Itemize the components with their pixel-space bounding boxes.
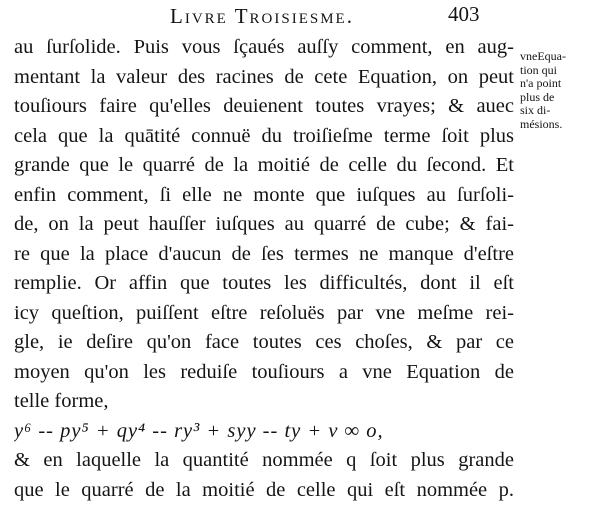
- body-line: moyen qu'on les reduiſe touſiours a vne Equation de: [14, 358, 514, 388]
- margin-note-line: six di-: [520, 104, 598, 118]
- body-line: telle forme,: [14, 387, 514, 417]
- body-line: & en laquelle la quantité nommée q ſoit plus grande: [14, 446, 514, 476]
- margin-note-line: tion qui: [520, 64, 598, 78]
- body-line: gle, ie deſire qu'on face toutes ces choſes, & par ce: [14, 328, 514, 358]
- margin-note: [520, 50, 598, 131]
- page-number: 403: [448, 2, 480, 27]
- margin-note-line: mésions.: [520, 118, 598, 132]
- running-head: Livre Troisiesme.: [170, 4, 354, 29]
- body-text: [14, 33, 514, 505]
- margin-note-line: vneEqua-: [520, 50, 598, 64]
- body-line: cela que la quātité connuë du troiſieſme terme ſoit plus: [14, 122, 514, 152]
- body-line: mentant la valeur des racines de cete Equation, on peut: [14, 63, 514, 93]
- equation-line: y⁶ -- py⁵ + qy⁴ -- ry³ + syy -- ty + v ∞ o,: [14, 417, 514, 447]
- body-line: icy queſtion, puiſſent eſtre reſoluës par vne meſme rei-: [14, 299, 514, 329]
- body-line: au ſurſolide. Puis vous ſçaués auſſy comment, en aug-: [14, 33, 514, 63]
- body-line: enfin comment, ſi elle ne monte que iuſques au ſurſoli-: [14, 181, 514, 211]
- body-line: remplie. Or affin que toutes les difficultés, dont il eſt: [14, 269, 514, 299]
- body-line: grande que le quarré de la moitié de celle du ſecond. Et: [14, 151, 514, 181]
- margin-note-line: plus de: [520, 91, 598, 105]
- body-line: re que la place d'aucun de ſes termes ne manque d'eſtre: [14, 240, 514, 270]
- body-line: de, on la peut hauſſer iuſques au quarré de cube; & fai-: [14, 210, 514, 240]
- margin-note-line: n'a point: [520, 77, 598, 91]
- body-line: que le quarré de la moitié de celle qui eſt nommée p.: [14, 476, 514, 505]
- body-line: touſiours faire qu'elles deuienent toutes vrayes; & auec: [14, 92, 514, 122]
